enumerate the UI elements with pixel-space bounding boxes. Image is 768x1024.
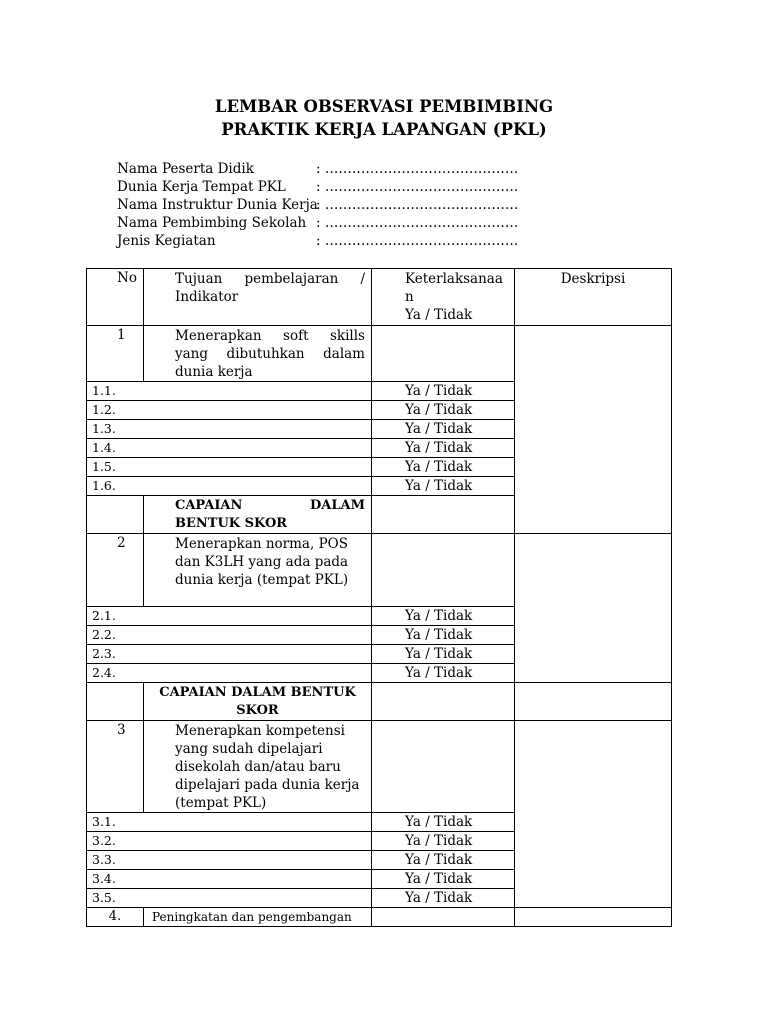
ya-tidak-choice[interactable]: Ya / Tidak: [372, 458, 515, 477]
section-tujuan: Peningkatan dan pengembangan: [144, 908, 372, 927]
document-title-line2: PRAKTIK KERJA LAPANGAN (PKL): [221, 120, 547, 139]
ya-tidak-choice[interactable]: Ya / Tidak: [372, 851, 515, 870]
ya-tidak-choice[interactable]: Ya / Tidak: [372, 889, 515, 908]
section-tujuan: Menerapkan kompetensi yang sudah dipelajari disekolah dan/atau baru dipelajari pada dunia kerja (tempat PKL): [144, 721, 372, 813]
section-number: 1: [87, 326, 144, 382]
ket-cell[interactable]: [372, 721, 515, 813]
ket-cell[interactable]: [372, 326, 515, 382]
empty-cell: [87, 683, 144, 721]
indicator-number: 1.6.: [87, 477, 372, 496]
section-tujuan: Menerapkan norma, POS dan K3LH yang ada pada dunia kerja (tempat PKL): [144, 534, 372, 607]
field-value: : …………………………………….: [316, 161, 519, 177]
indicator-number: 3.4.: [87, 870, 372, 889]
empty-cell: [87, 496, 144, 534]
section-number: 3: [87, 721, 144, 813]
ya-tidak-choice[interactable]: Ya / Tidak: [372, 664, 515, 683]
score-label: CAPAIAN DALAM BENTUK SKOR: [144, 496, 372, 534]
field-value: : …………………………………….: [316, 179, 519, 195]
table-row: [87, 326, 672, 382]
deskripsi-cell[interactable]: [515, 326, 672, 534]
ya-tidak-choice[interactable]: Ya / Tidak: [372, 439, 515, 458]
field-label: Nama Peserta Didik: [117, 161, 254, 177]
ya-tidak-choice[interactable]: Ya / Tidak: [372, 626, 515, 645]
indicator-number: 2.3.: [87, 645, 372, 664]
field-label: Nama Pembimbing Sekolah: [117, 215, 307, 231]
indicator-number: 1.3.: [87, 420, 372, 439]
indicator-number: 2.2.: [87, 626, 372, 645]
indicator-number: 2.1.: [87, 607, 372, 626]
header-keterlaksanaan-label: Keterlaksanaan: [405, 271, 503, 305]
ya-tidak-choice[interactable]: Ya / Tidak: [372, 477, 515, 496]
indicator-number: 3.1.: [87, 813, 372, 832]
section-tujuan: Menerapkan soft skills yang dibutuhkan dalam dunia kerja: [144, 326, 372, 382]
field-value: : …………………………………….: [316, 233, 519, 249]
table-header-row: [87, 269, 672, 326]
header-no: No: [87, 269, 144, 326]
score-label: CAPAIAN DALAM BENTUK SKOR: [144, 683, 372, 721]
header-keterlaksanaan: [372, 269, 515, 326]
indicator-number: 2.4.: [87, 664, 372, 683]
header-keterlaksanaan-sub: Ya / Tidak: [405, 307, 473, 323]
ket-cell[interactable]: [372, 534, 515, 607]
ya-tidak-choice[interactable]: Ya / Tidak: [372, 645, 515, 664]
ya-tidak-choice[interactable]: Ya / Tidak: [372, 420, 515, 439]
ya-tidak-choice[interactable]: Ya / Tidak: [372, 607, 515, 626]
deskripsi-cell[interactable]: [515, 721, 672, 908]
field-label: Dunia Kerja Tempat PKL: [117, 179, 286, 195]
indicator-number: 1.4.: [87, 439, 372, 458]
table-row: [87, 908, 672, 927]
deskripsi-cell[interactable]: [515, 607, 672, 683]
indicator-number: 1.5.: [87, 458, 372, 477]
deskripsi-cell[interactable]: [515, 683, 672, 721]
section-number: 2: [87, 534, 144, 607]
indicator-number: 1.2.: [87, 401, 372, 420]
field-value: : …………………………………….: [316, 197, 519, 213]
indicator-number: 1.1.: [87, 382, 372, 401]
score-input[interactable]: [372, 683, 515, 721]
ket-cell[interactable]: [372, 908, 515, 927]
header-deskripsi: Deskripsi: [515, 269, 672, 326]
ya-tidak-choice[interactable]: Ya / Tidak: [372, 832, 515, 851]
field-label: Jenis Kegiatan: [117, 233, 216, 249]
indicator-number: 3.3.: [87, 851, 372, 870]
ya-tidak-choice[interactable]: Ya / Tidak: [372, 382, 515, 401]
document-title-line1: LEMBAR OBSERVASI PEMBIMBING: [214, 97, 554, 116]
ya-tidak-choice[interactable]: Ya / Tidak: [372, 813, 515, 832]
table-row: [87, 534, 672, 607]
ya-tidak-choice[interactable]: Ya / Tidak: [372, 870, 515, 889]
field-value: : …………………………………….: [316, 215, 519, 231]
table-row: [87, 607, 672, 626]
table-row: [87, 683, 672, 721]
observation-table: [86, 268, 672, 927]
field-label: Nama Instruktur Dunia Kerja: [117, 197, 318, 213]
deskripsi-cell[interactable]: [515, 908, 672, 927]
score-input[interactable]: [372, 496, 515, 534]
indicator-number: 3.2.: [87, 832, 372, 851]
section-number: 4.: [87, 908, 144, 927]
ya-tidak-choice[interactable]: Ya / Tidak: [372, 401, 515, 420]
indicator-number: 3.5.: [87, 889, 372, 908]
table-row: [87, 721, 672, 813]
deskripsi-cell[interactable]: [515, 534, 672, 607]
header-tujuan: Tujuan pembelajaran / Indikator: [144, 269, 372, 326]
